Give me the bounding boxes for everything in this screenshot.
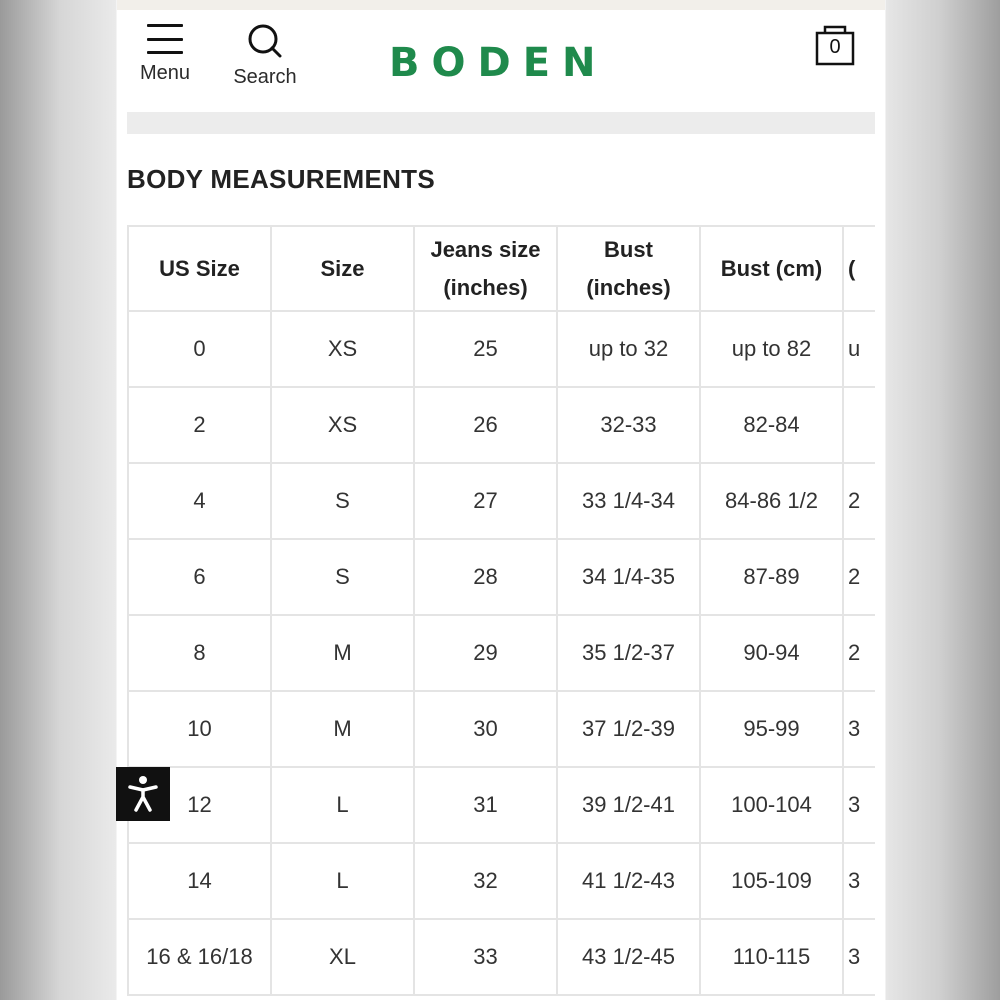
- col-header-jeans-size: Jeans size (inches): [414, 226, 557, 311]
- table-cell: XS: [271, 311, 414, 387]
- search-icon: [245, 24, 285, 58]
- table-cell: 28: [414, 539, 557, 615]
- col-header-bust-inches: Bust (inches): [557, 226, 700, 311]
- table-cell: 84-86 1/2: [700, 463, 843, 539]
- table-row: [128, 311, 875, 387]
- menu-button[interactable]: [135, 24, 195, 85]
- accessibility-icon: [126, 775, 160, 813]
- accessibility-button[interactable]: [116, 767, 170, 821]
- table-cell: L: [271, 843, 414, 919]
- table-cell: 12: [128, 767, 271, 843]
- search-label: Search: [233, 66, 297, 88]
- table-cell: 27: [414, 463, 557, 539]
- shopping-bag-button[interactable]: [815, 24, 855, 68]
- table-cell: 87-89: [700, 539, 843, 615]
- table-cell: 33: [414, 919, 557, 995]
- size-table-container[interactable]: [127, 225, 875, 996]
- table-cell: 95-99: [700, 691, 843, 767]
- table-cell: 39 1/2-41: [557, 767, 700, 843]
- col-header-bust-cm: Bust (cm): [700, 226, 843, 311]
- table-cell: 8: [128, 615, 271, 691]
- top-strip: [117, 0, 885, 10]
- table-cell: 30: [414, 691, 557, 767]
- body-measurements-table: [127, 225, 875, 996]
- table-row: [128, 387, 875, 463]
- table-cell: 2: [843, 463, 875, 539]
- table-cell: 100-104: [700, 767, 843, 843]
- table-row: [128, 767, 875, 843]
- table-cell: L: [271, 767, 414, 843]
- col-header-size: Size: [271, 226, 414, 311]
- table-cell: 2: [843, 615, 875, 691]
- table-row: [128, 919, 875, 995]
- site-header: [117, 10, 885, 110]
- table-cell: S: [271, 463, 414, 539]
- table-cell: 110-115: [700, 919, 843, 995]
- table-row: [128, 539, 875, 615]
- table-cell: 4: [128, 463, 271, 539]
- table-cell: 37 1/2-39: [557, 691, 700, 767]
- table-cell: 29: [414, 615, 557, 691]
- boden-logo[interactable]: BODEN: [389, 40, 608, 86]
- table-cell: 105-109: [700, 843, 843, 919]
- table-cell: 35 1/2-37: [557, 615, 700, 691]
- bag-count: 0: [829, 36, 841, 58]
- table-row: [128, 463, 875, 539]
- table-cell: 0: [128, 311, 271, 387]
- table-cell: 31: [414, 767, 557, 843]
- table-cell: 32-33: [557, 387, 700, 463]
- table-cell: 14: [128, 843, 271, 919]
- table-cell: 41 1/2-43: [557, 843, 700, 919]
- table-cell: 90-94: [700, 615, 843, 691]
- table-cell: 16 & 16/18: [128, 919, 271, 995]
- table-cell: 33 1/4-34: [557, 463, 700, 539]
- table-cell: up to 32: [557, 311, 700, 387]
- table-cell: [843, 387, 875, 463]
- table-cell: 2: [128, 387, 271, 463]
- table-cell: 43 1/2-45: [557, 919, 700, 995]
- table-row: [128, 615, 875, 691]
- table-cell: S: [271, 539, 414, 615]
- table-cell: M: [271, 691, 414, 767]
- table-cell: 34 1/4-35: [557, 539, 700, 615]
- search-button[interactable]: [229, 24, 301, 89]
- banner-image-strip: [127, 112, 875, 134]
- table-cell: 2: [843, 539, 875, 615]
- page: [117, 0, 885, 1000]
- table-cell: 82-84: [700, 387, 843, 463]
- table-row: [128, 843, 875, 919]
- section-title: BODY MEASUREMENTS: [127, 164, 435, 194]
- table-cell: 26: [414, 387, 557, 463]
- table-cell: XS: [271, 387, 414, 463]
- table-cell: up to 82: [700, 311, 843, 387]
- table-cell: 10: [128, 691, 271, 767]
- table-cell: 3: [843, 843, 875, 919]
- table-cell: u: [843, 311, 875, 387]
- table-cell: 32: [414, 843, 557, 919]
- table-cell: 6: [128, 539, 271, 615]
- col-header-us-size: US Size: [128, 226, 271, 311]
- table-row: [128, 691, 875, 767]
- table-cell: 3: [843, 767, 875, 843]
- table-cell: 3: [843, 691, 875, 767]
- table-cell: 3: [843, 919, 875, 995]
- col-header-cut-off: (: [843, 226, 875, 311]
- hamburger-icon: [147, 24, 183, 54]
- table-cell: XL: [271, 919, 414, 995]
- table-cell: M: [271, 615, 414, 691]
- table-cell: 25: [414, 311, 557, 387]
- menu-label: Menu: [139, 62, 191, 84]
- table-header-row: [128, 226, 875, 311]
